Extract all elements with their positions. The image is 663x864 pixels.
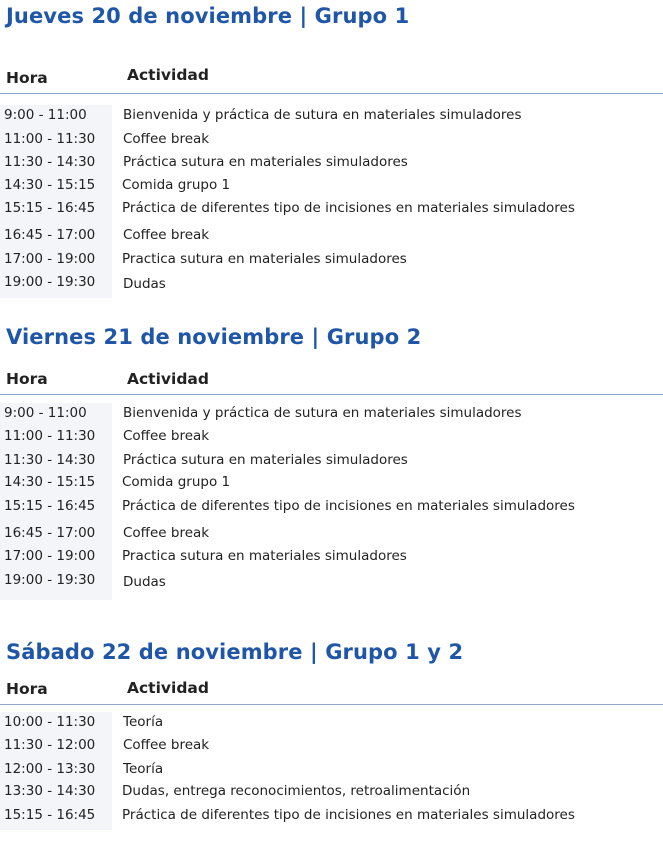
section-title: Viernes 21 de noviembre | Grupo 2: [6, 325, 422, 349]
row-activity: Dudas, entrega reconocimientos, retroalimentación: [122, 783, 471, 799]
column-header-time: Hora: [6, 370, 48, 388]
row-activity: Coffee break: [123, 428, 210, 444]
row-activity: Práctica sutura en materiales simuladores: [123, 154, 408, 170]
row-time: 17:00 - 19:00: [4, 251, 96, 267]
row-time: 16:45 - 17:00: [4, 525, 96, 541]
row-time: 11:00 - 11:30: [4, 131, 96, 147]
section-title: Sábado 22 de noviembre | Grupo 1 y 2: [6, 640, 464, 664]
row-activity: Comida grupo 1: [122, 474, 231, 490]
column-header-activity: Actividad: [127, 370, 209, 388]
row-activity: Coffee break: [123, 525, 210, 541]
row-activity: Práctica de diferentes tipo de incisiones en materiales simuladores: [122, 498, 575, 514]
column-header-activity: Actividad: [127, 66, 209, 84]
row-time: 11:30 - 14:30: [4, 452, 96, 468]
table-row: [0, 403, 663, 426]
row-time: 11:30 - 14:30: [4, 154, 96, 170]
table-row: [0, 175, 663, 198]
table-row: [0, 735, 663, 758]
row-time: 15:15 - 16:45: [4, 498, 96, 514]
table-row: [0, 805, 663, 828]
table-row: [0, 781, 663, 804]
row-activity: Bienvenida y práctica de sutura en materiales simuladores: [123, 405, 522, 421]
row-activity: Teoría: [123, 761, 164, 777]
table-row: [0, 272, 663, 295]
row-activity: Práctica sutura en materiales simuladores: [123, 452, 408, 468]
table-row: [0, 152, 663, 175]
table-row: [0, 450, 663, 473]
row-activity: Teoría: [123, 714, 164, 730]
table-row: [0, 105, 663, 128]
row-time: 15:15 - 16:45: [4, 807, 96, 823]
table-row: [0, 249, 663, 272]
row-time: 14:30 - 15:15: [4, 474, 96, 490]
row-time: 9:00 - 11:00: [4, 405, 87, 421]
table-row: [0, 523, 663, 546]
table-row: [0, 496, 663, 519]
table-row: [0, 225, 663, 248]
row-time: 17:00 - 19:00: [4, 548, 96, 564]
table-row: [0, 472, 663, 495]
row-time: 9:00 - 11:00: [4, 107, 87, 123]
table-header: [0, 364, 663, 395]
column-header-activity: Actividad: [127, 679, 209, 697]
row-time: 16:45 - 17:00: [4, 227, 96, 243]
table-row: [0, 129, 663, 152]
table-header: [0, 674, 663, 705]
row-time: 14:30 - 15:15: [4, 177, 96, 193]
row-time: 13:30 - 14:30: [4, 783, 96, 799]
row-time: 19:00 - 19:30: [4, 572, 96, 588]
row-activity: Coffee break: [123, 227, 210, 243]
row-activity: Practica sutura en materiales simuladores: [122, 548, 407, 564]
row-activity: Práctica de diferentes tipo de incisiones en materiales simuladores: [122, 807, 575, 823]
row-activity: Practica sutura en materiales simuladores: [122, 251, 407, 267]
row-activity: Coffee break: [123, 131, 210, 147]
column-header-time: Hora: [6, 69, 48, 87]
row-activity: Comida grupo 1: [122, 177, 231, 193]
row-time: 11:30 - 12:00: [4, 737, 96, 753]
section-title: Jueves 20 de noviembre | Grupo 1: [6, 4, 410, 28]
row-activity: Dudas: [123, 574, 166, 590]
row-time: 10:00 - 11:30: [4, 714, 96, 730]
row-time: 15:15 - 16:45: [4, 200, 96, 216]
row-activity: Bienvenida y práctica de sutura en materiales simuladores: [123, 107, 522, 123]
table-row: [0, 426, 663, 449]
row-time: 11:00 - 11:30: [4, 428, 96, 444]
table-row: [0, 546, 663, 569]
row-time: 19:00 - 19:30: [4, 274, 96, 290]
table-row: [0, 570, 663, 593]
table-row: [0, 198, 663, 221]
row-activity: Dudas: [123, 276, 166, 292]
row-activity: Coffee break: [123, 737, 210, 753]
table-row: [0, 712, 663, 735]
column-header-time: Hora: [6, 680, 48, 698]
row-time: 12:00 - 13:30: [4, 761, 96, 777]
table-header: [0, 63, 663, 94]
row-activity: Práctica de diferentes tipo de incisiones en materiales simuladores: [122, 200, 575, 216]
table-row: [0, 759, 663, 782]
